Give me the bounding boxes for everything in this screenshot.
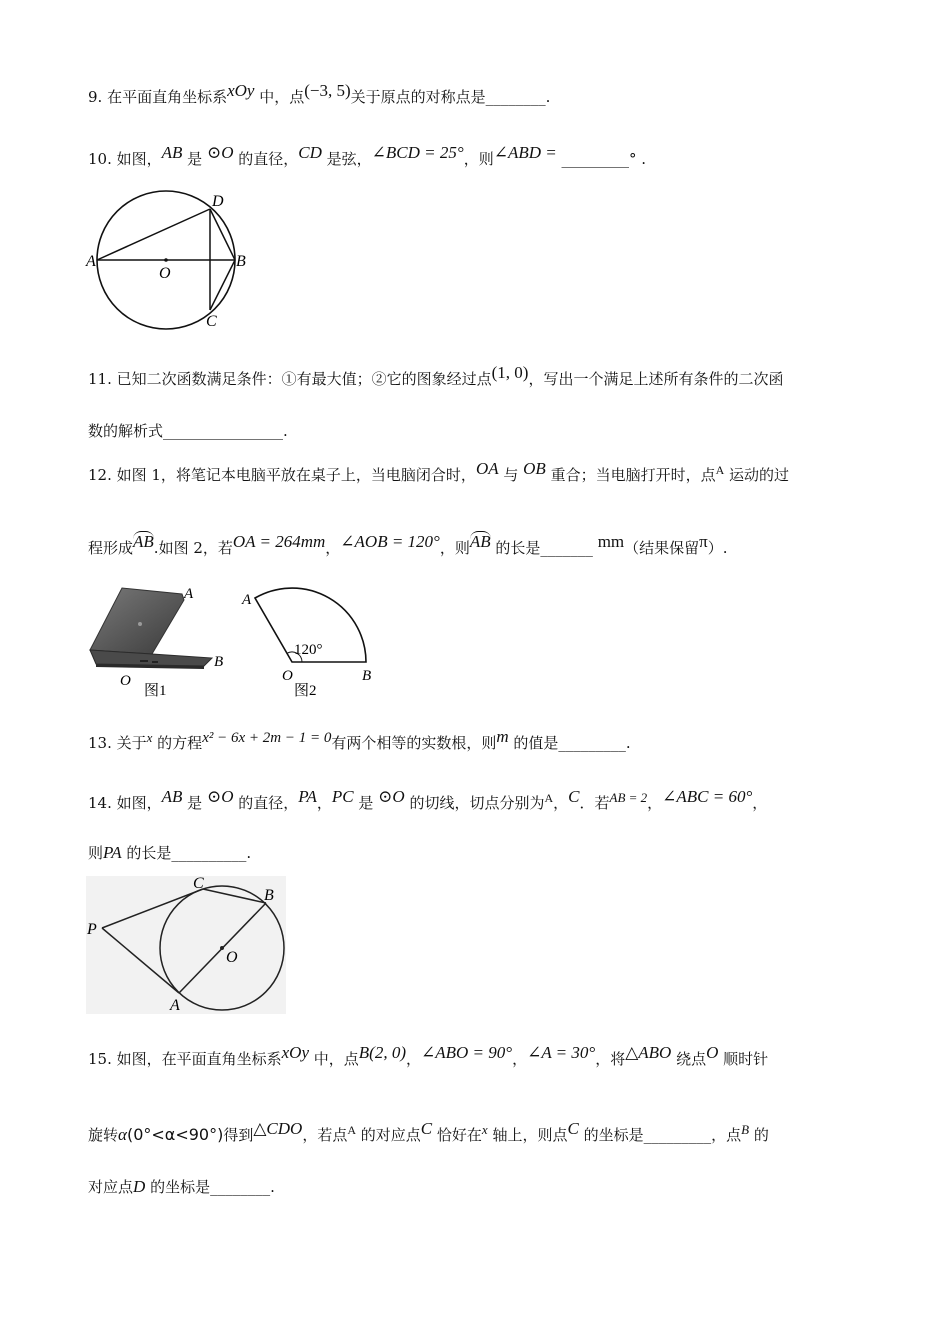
q11-blank: 数的解析式________________. [88,422,288,440]
fig1-caption: 图1 [144,683,167,698]
fig2-label-B: B [362,668,372,684]
q15-blank-2: 的坐标是________. [145,1178,275,1196]
q14-text-shi2: 是 [353,794,379,812]
q15-text: 15. 如图，在平面直角坐标系 [88,1050,282,1068]
q15-text-l2h: 的 [749,1126,769,1144]
laptop-port-2 [152,661,158,663]
q12-eq-angle: ∠AOB = 120° [340,532,440,551]
q15-triangle-ABO: △ABO [625,1043,672,1062]
q12-pi: π [699,532,708,551]
q15-D: D [133,1177,146,1196]
q15-text-a: 中，点 [309,1050,359,1068]
q12-OA: OA [475,459,499,478]
q15-triangle-CDO: △CDO [253,1119,303,1138]
q10-AB: AB [161,143,183,162]
q15-A: A [347,1123,357,1137]
q14-text-ruo: ．若 [579,794,610,812]
q15-C-2: C [567,1119,579,1138]
question-14-line-1 [88,787,768,815]
q14-C: C [568,787,580,806]
q12-text-l2b: .如图 2，若 [153,539,233,557]
q12-text-l2a: 程形成 [88,539,134,557]
q10-angle: ∠BCD = 25° [371,143,464,162]
q14-text-diam: 的直径， [233,794,299,812]
q12-text-l2d: （结果保留 [624,539,700,557]
laptop-lid [90,588,184,654]
q13-blank: 的值是_________. [508,734,631,752]
q12-eq-OA: OA = 264mm [232,532,326,551]
laptop-logo [138,622,142,626]
q10-text-ze: ，则 [463,150,494,168]
q12-OB: OB [523,459,546,478]
q14-blank: 的长是__________. [121,844,252,862]
q14-label-B: B [264,887,274,904]
q15-text-l2b: 得到 [223,1126,254,1144]
q14-PA-2: PA [103,843,122,862]
fig2-label-O: O [282,668,293,684]
q11-point: (1, 0) [491,363,529,382]
q15-point-B: B(2, 0) [358,1043,406,1062]
q14-comma-1: ， [316,794,332,812]
q14-circle-2: ⊙O [378,787,405,806]
question-13 [88,727,631,755]
q14-center-dot [220,946,224,950]
q15-B: B [741,1122,750,1137]
q14-circle: ⊙O [206,787,234,806]
q13-text-mid: 的方程 [152,734,203,752]
q15-x: x [481,1122,488,1137]
question-11-line-2 [88,420,288,442]
q10-text: 10. 如图， [88,150,162,168]
q10-label-D: D [212,193,224,210]
q14-AB-eq: AB = 2 [609,790,648,805]
q14-PA: PA [298,787,317,806]
q9-coord-system: xOy [227,81,255,100]
fig1-label-B: B [214,654,224,670]
q14-figure [86,876,286,1014]
q10-ask: ∠ABD = [493,143,557,162]
q15-comma-2: ， [512,1050,528,1068]
q15-text-l2f: 轴上，则点 [487,1126,568,1144]
q14-comma-4: ， [752,794,768,812]
q10-blank: _________° . [556,150,647,168]
question-12-line-2 [88,532,728,559]
q10-chord-DB [210,209,235,260]
q15-alpha: α [118,1125,127,1144]
q10-text-xian: 是弦， [321,150,372,168]
q10-circle: ⊙O [206,143,234,162]
q14-text-ze: 则 [88,844,104,862]
q12-text-post: 运动的过 [724,466,790,484]
question-11-line-1 [88,363,784,390]
fig2-label-A: A [242,592,252,608]
q14-PC: PC [331,787,354,806]
question-15-line-2 [88,1119,769,1147]
q15-blank-1: 的坐标是_________，点 [578,1126,742,1144]
q13-text-post: 有两个相等的实数根，则 [331,734,497,752]
q14-AB: AB [161,787,183,806]
q10-figure [84,190,254,332]
q10-chord-BC [210,260,235,310]
q10-label-B: B [236,253,246,270]
q10-CD: CD [298,143,322,162]
q11-text-post: ，写出一个满足上述所有条件的二次函 [528,370,784,388]
q14-label-C: C [193,876,204,892]
q12-text-l2e: ）. [707,539,728,557]
q15-text-l2e: 恰好在 [432,1126,482,1144]
q10-text-diam: 的直径， [233,150,299,168]
q15-text-b: ，将 [595,1050,626,1068]
question-9 [88,81,551,108]
q15-C: C [420,1119,433,1138]
q15-text-c: 绕点 [671,1050,707,1068]
q15-range: (0°<α<90°) [126,1125,224,1144]
q11-text: 11. 已知二次函数满足条件：①有最大值；②它的图象经过点 [88,370,492,388]
q15-angle-A: ∠A = 30° [527,1043,596,1062]
q12-text-ze: ，则 [439,539,470,557]
q12-A: A [715,463,725,477]
q15-O: O [706,1043,719,1062]
q9-text-mid: 中，点 [254,88,305,106]
q12-unit: mm [597,532,625,551]
question-10 [88,143,647,170]
q14-text-shi: 是 [182,794,207,812]
q13-equation: x² − 6x + 2m − 1 = 0 [202,730,332,746]
q15-text-l2a: 旋转 [88,1126,119,1144]
q15-text-l3a: 对应点 [88,1178,134,1196]
q12-comma: ， [325,539,341,557]
fig2-caption: 图2 [294,683,317,699]
q9-text: 9. 在平面直角坐标系 [88,88,228,106]
q12-text-yu: 与 [498,466,524,484]
q14-text: 14. 如图， [88,794,162,812]
fig1-label-A: A [184,586,194,602]
q10-label-O: O [159,265,171,282]
q12-figure-2 [236,584,386,700]
q13-m: m [496,727,509,746]
q14-comma-2: ， [553,794,569,812]
question-14-line-2 [88,842,251,864]
q10-label-A: A [86,253,96,270]
fig1-label-O: O [120,673,131,689]
q9-point: (−3, 5) [304,81,351,100]
question-12-line-1 [88,459,790,487]
q13-x: x [146,730,153,745]
fig2-angle-label: 120° [294,642,323,658]
q12-arc-AB: AB [133,532,154,551]
q14-label-O: O [226,949,238,966]
q10-center-dot [164,258,168,262]
q15-comma-1: ， [406,1050,422,1068]
question-15-line-1 [88,1043,769,1070]
q10-chord-AD [97,209,210,260]
q10-text-shi: 是 [182,150,207,168]
q14-angle: ∠ABC = 60° [662,787,753,806]
laptop-port [140,660,148,662]
q10-label-C: C [206,313,217,330]
q12-text-mid: 重合；当电脑打开时，点 [545,466,716,484]
q14-label-A: A [170,997,180,1014]
q12-blank: 的长是_______ [490,539,598,557]
q14-label-P: P [87,921,97,938]
q14-text-tan: 的切线，切点分别为 [404,794,545,812]
q14-A: A [544,791,554,805]
q9-blank: 关于原点的对称点是________. [350,88,551,106]
q12-arc-AB-2: AB [469,532,491,551]
q15-angle-ABO: ∠ABO = 90° [421,1043,513,1062]
q15-text-l2c: ，若点 [302,1126,348,1144]
q13-text: 13. 关于 [88,734,147,752]
q12-figure-1 [86,578,236,698]
q15-text-d: 顺时针 [718,1050,769,1068]
question-15-line-3 [88,1176,275,1198]
q15-text-l2d: 的对应点 [356,1126,421,1144]
q14-comma-3: ， [647,794,663,812]
q12-text: 12. 如图 1，将笔记本电脑平放在桌子上，当电脑闭合时， [88,466,476,484]
q15-coord-system: xOy [281,1043,309,1062]
